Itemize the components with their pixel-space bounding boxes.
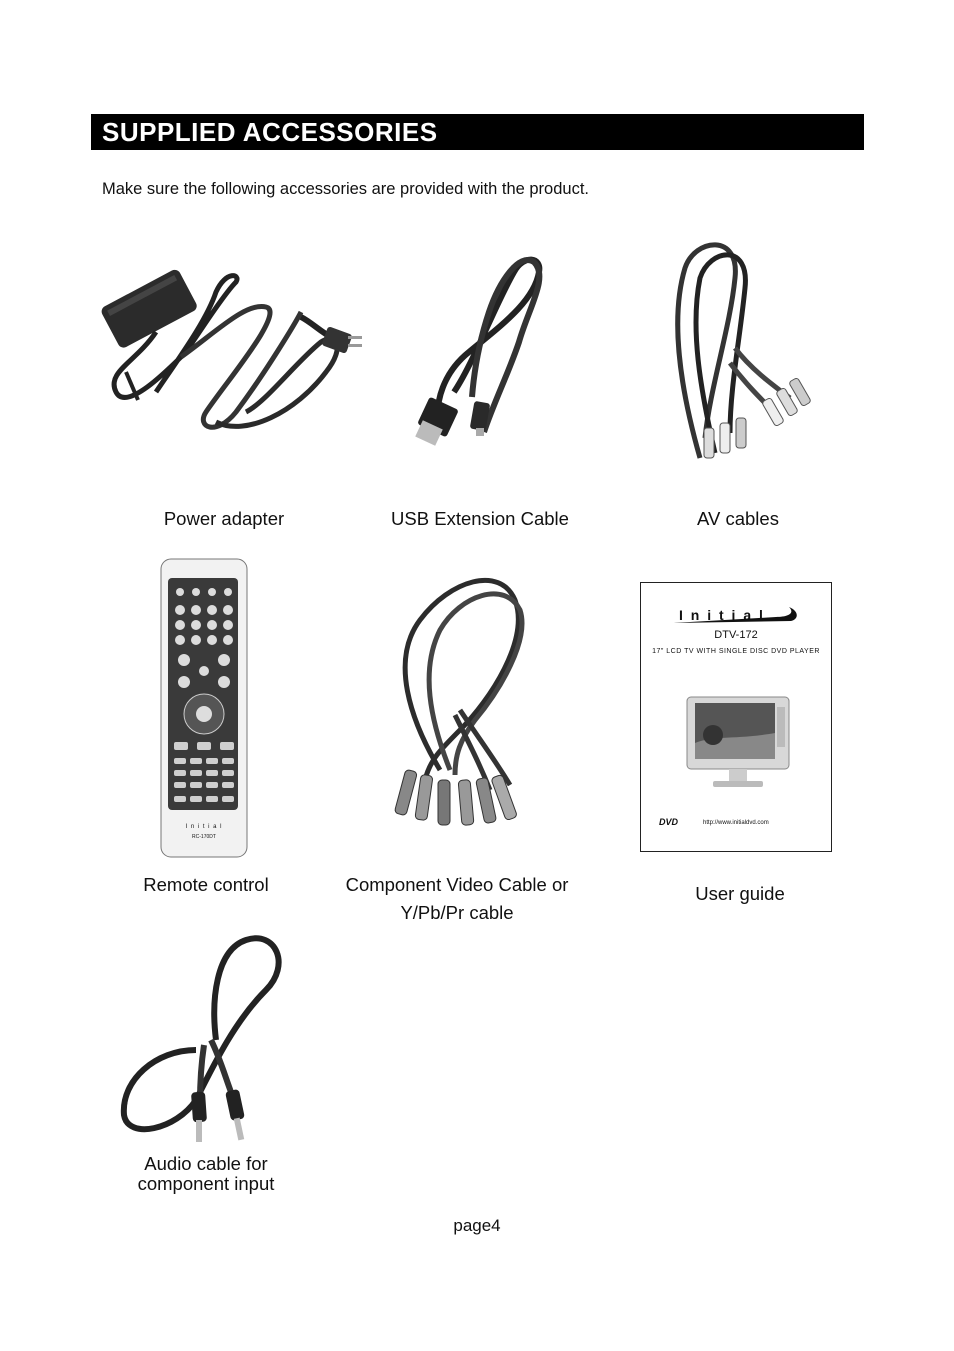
caption-user-guide: User guide [695, 883, 785, 904]
power-adapter-icon [96, 262, 376, 442]
audio-cable-icon [116, 930, 286, 1150]
user-guide-cover [640, 582, 832, 852]
component-cable-icon [380, 570, 540, 855]
guide-url: http://www.initialdvd.com [703, 820, 769, 826]
caption-audio-cable-line2: component input [137, 1173, 275, 1194]
caption-audio-cable-line1: Audio cable for [144, 1153, 268, 1174]
guide-subtitle: 17" LCD TV WITH SINGLE DISC DVD PLAYER [652, 648, 820, 655]
caption-av-cables: AV cables [697, 508, 779, 529]
guide-model: DTV-172 [714, 629, 758, 641]
caption-component-cable-line1: Component Video Cable or [345, 874, 569, 895]
page-number: page4 [453, 1216, 501, 1235]
remote-model: RC-170DT [192, 834, 216, 840]
remote-brand: I n i t i a l [185, 824, 223, 830]
remote-control-icon [160, 558, 248, 858]
guide-brand: I n i t i a l [679, 607, 765, 623]
tv-illustration-icon [685, 695, 791, 791]
brand-swoosh-icon [671, 605, 801, 627]
dvd-logo: DVD [659, 817, 679, 827]
usb-cable-icon [414, 252, 554, 452]
intro-text: Make sure the following accessories are provided with the product. [102, 180, 589, 198]
section-title: SUPPLIED ACCESSORIES [102, 117, 438, 147]
caption-component-cable-line2: Y/Pb/Pr cable [400, 902, 514, 923]
caption-power-adapter: Power adapter [163, 508, 285, 529]
section-header [91, 114, 864, 150]
av-cables-icon [660, 238, 820, 478]
caption-usb-cable: USB Extension Cable [391, 508, 569, 529]
caption-remote-control: Remote control [143, 874, 269, 895]
